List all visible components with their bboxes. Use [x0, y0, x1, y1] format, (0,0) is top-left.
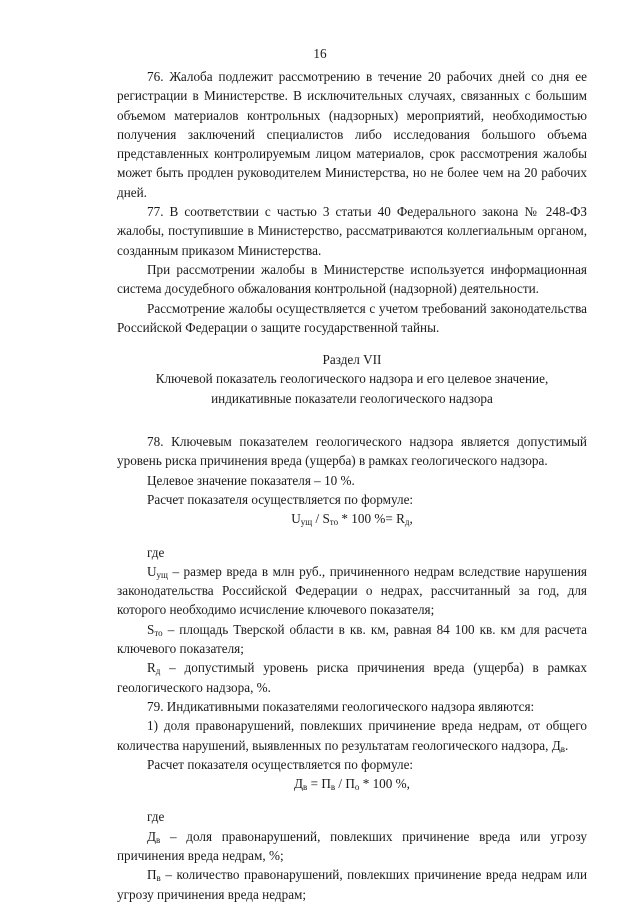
- formula-indicative: $Д_в = П_в / П_о * 100$ %,: [294, 776, 410, 793]
- formula-intro-2: Расчет показателя осуществляется по формуле:: [147, 756, 414, 772]
- definition-p: $П_в$ – количество правонарушений, повлекших причинение вреда недрам или угрозу причинения вреда недрам;: [117, 867, 587, 902]
- definition-r: $R_д$ – допустимый уровень риска причинения вреда (ущерба) в рамках геологического надзора, %.: [117, 660, 587, 695]
- where-label-1: где: [147, 544, 165, 560]
- section-title: Раздел VII: [322, 352, 382, 368]
- definition-s: $S_{то}$ – площадь Тверской области в кв. км, равная 84 100 кв. км для расчета ключевого показателя;: [117, 621, 587, 657]
- page-number: 16: [313, 46, 327, 61]
- where-label-2: где: [147, 809, 165, 825]
- paragraph-77: 77. В соответствии с частью 3 статьи 40 Федерального закона № 248-ФЗ жалобы, поступившие в Министерство, рассматриваются коллегиальным органом, созданным приказом Министерства.: [117, 204, 587, 258]
- indicator-item-1: 1) доля правонарушений, повлекших причинение вреда недрам, от общего количества нарушений, выявленных по результатам геологического надзора, $Д_в$.: [117, 718, 587, 754]
- formula-intro-1: Расчет показателя осуществляется по формуле:: [147, 491, 414, 507]
- definition-u: $U_{ущ}$ – размер вреда в млн руб., причиненного недрам вследствие нарушения законодательства Российской Федерации о недрах, рассчитанный за год, для которого необходимо исчисление ключевого показателя;: [117, 563, 587, 618]
- definition-d: $Д_в$ – доля правонарушений, повлекших причинение вреда или угрозу причинения вреда недрам, %;: [117, 828, 587, 863]
- paragraph-state-secret: Рассмотрение жалобы осуществляется с учетом требований законодательства Российской Федерации о защите государственной тайны.: [117, 300, 587, 335]
- section-subtitle-line-2: индикативные показатели геологического надзора: [211, 390, 493, 406]
- paragraph-info-system: При рассмотрении жалобы в Министерстве используется информационная система досудебного обжалования контрольной (надзорной) деятельности.: [117, 261, 587, 297]
- section-subtitle-line-1: Ключевой показатель геологического надзора и его целевое значение,: [155, 371, 549, 387]
- paragraph-79: 79. Индикативными показателями геологического надзора являются:: [147, 698, 535, 714]
- document-body: [117, 67, 587, 904]
- paragraph-78: 78. Ключевым показателем геологического надзора является допустимый уровень риска причинения вреда (ущерба) в рамках геологического надзора.: [117, 434, 587, 469]
- formula-key-indicator: $U_{ущ} / S_{то} * 100$ %= $R_д$,: [291, 511, 413, 528]
- target-value: Целевое значение показателя – 10 %.: [147, 472, 355, 488]
- paragraph-76: 76. Жалоба подлежит рассмотрению в течение 20 рабочих дней со дня ее регистрации в Министерстве. В исключительных случаях, связанных с большим объемом материалов контрольных (надзорных) мероприятий, необходимостью получения заключений специалистов либо исследования большого объема представленных контролируемым лицом материалов, срок рассмотрения жалобы может быть продлен руководителем Министерства, но не более чем на 20 рабочих дней.: [117, 69, 587, 200]
